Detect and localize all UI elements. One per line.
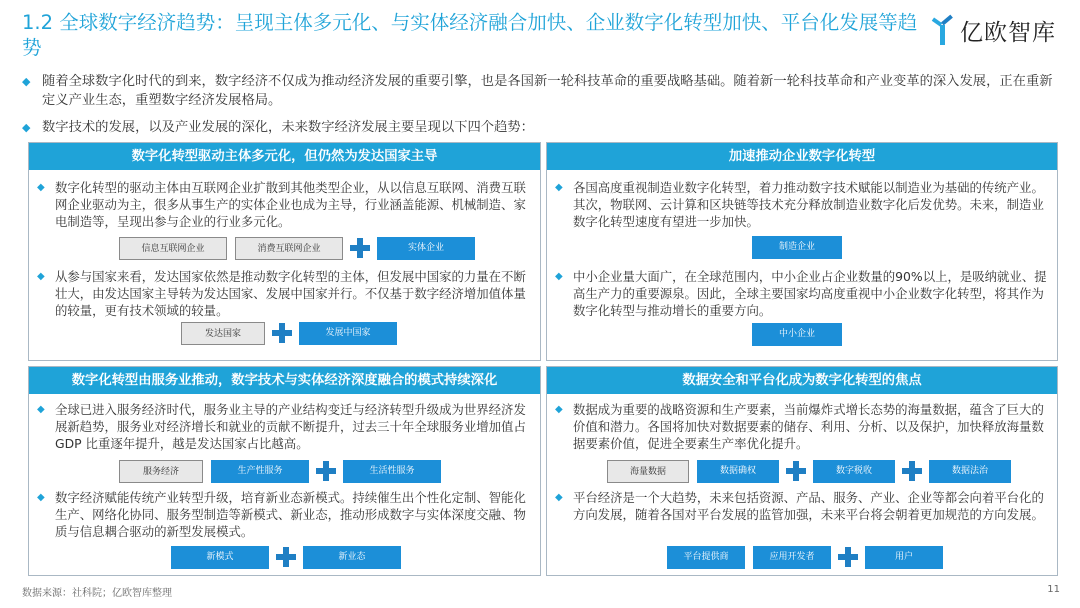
- diamond-bullet-icon: ◆: [37, 271, 45, 282]
- panel-diversified-drivers: [28, 142, 541, 361]
- panel-paragraph: [37, 268, 534, 319]
- panel-paragraph: [555, 179, 1051, 230]
- panel-title: 数据安全和平台化成为数字化转型的焦点: [547, 367, 1057, 394]
- panel-paragraph: [37, 401, 534, 452]
- chip-sme: 中小企业: [752, 323, 842, 346]
- chip-data-rights: 数据确权: [697, 460, 779, 483]
- chip-row: [119, 236, 475, 260]
- chip-new-model: 新模式: [171, 546, 269, 569]
- panel-paragraph: [37, 489, 534, 540]
- chip-consumer-services: 生活性服务: [343, 460, 441, 483]
- diamond-bullet-icon: ◆: [22, 75, 31, 88]
- panel-service-industry: [28, 366, 541, 576]
- source-note: 数据来源：社科院；亿欧智库整理: [22, 588, 172, 599]
- panel-data-security-platform: [546, 366, 1058, 576]
- chip-massive-data: 海量数据: [607, 460, 689, 483]
- diamond-bullet-icon: ◆: [37, 492, 45, 503]
- diamond-bullet-icon: ◆: [555, 271, 563, 282]
- panel-enterprise-transformation: [546, 142, 1058, 361]
- page-title: 1.2 全球数字经济趋势：呈现主体多元化、与实体经济融合加快、企业数字化转型加快、平台化发展等趋势: [22, 11, 918, 59]
- logo: [932, 14, 1056, 47]
- chip-row: [171, 545, 401, 569]
- logo-text: 亿欧智库: [960, 20, 1056, 46]
- chip-row: [607, 459, 1011, 483]
- plus-icon: [900, 459, 924, 483]
- paragraph-text: 平台经济是一个大趋势，未来包括资源、产品、服务、产业、企业等都会向着平台化的方向发展，随着各国对平台发展的监管加强，未来平台将会朝着更加规范的方向发展。: [573, 490, 1044, 522]
- chip-new-format: 新业态: [303, 546, 401, 569]
- diamond-bullet-icon: ◆: [37, 404, 45, 415]
- chip-row: [752, 236, 842, 259]
- panel-paragraph: [37, 179, 534, 230]
- paragraph-text: 各国高度重视制造业数字化转型，着力推动数字技术赋能以制造业为基础的传统产业。其次，物联网、云计算和区块链等技术充分释放制造业数字化后发优势。未来，制造业数字化转型速度有望进一步加快。: [573, 180, 1044, 229]
- panel-paragraph: [555, 489, 1051, 523]
- intro-bullet-2: [22, 118, 1058, 137]
- diamond-bullet-icon: ◆: [22, 121, 31, 134]
- chip-productive-services: 生产性服务: [211, 460, 309, 483]
- chip-developed-countries: 发达国家: [181, 322, 265, 345]
- paragraph-text: 数字化转型的驱动主体由互联网企业扩散到其他类型企业，从以信息互联网、消费互联网企业驱动为主，很多从事生产的实体企业也成为主导，行业涵盖能源、机械制造、家电制造等，呈现出参与企业的行业多元化。: [55, 180, 526, 229]
- plus-icon: [314, 459, 338, 483]
- chip-row: [667, 545, 943, 569]
- paragraph-text: 中小企业量大面广，在全球范围内，中小企业占企业数量的90%以上，是吸纳就业、提高生产力的重要源泉。因此，全球主要国家均高度重视中小企业数字化转型，将其作为数字化转型与推动增长的重要方向。: [573, 269, 1047, 318]
- chip-row: [752, 323, 842, 346]
- panel-title: 数字化转型由服务业推动，数字技术与实体经济深度融合的模式持续深化: [29, 367, 540, 394]
- diamond-bullet-icon: ◆: [555, 492, 563, 503]
- plus-icon: [274, 545, 298, 569]
- chip-digital-tax: 数字税收: [813, 460, 895, 483]
- chip-manufacturing: 制造企业: [752, 236, 842, 259]
- chip-row: [181, 321, 397, 345]
- paragraph-text: 数据成为重要的战略资源和生产要素，当前爆炸式增长态势的海量数据，蕴含了巨大的价值和潜力。各国将加快对数据要素的储存、利用、分析、以及保护，加快释放海量数据要素价值，促进全要素生产率优化提升。: [573, 402, 1044, 451]
- paragraph-text: 全球已进入服务经济时代，服务业主导的产业结构变迁与经济转型升级成为世界经济发展新趋势，服务业对经济增长和就业的贡献不断提升，过去三十年全球服务业增加值占 GDP 比重逐年提升，越是发达国家占比越高。: [55, 402, 526, 451]
- panel-paragraph: [555, 268, 1051, 319]
- logo-mark-icon: [932, 16, 954, 46]
- plus-icon: [836, 545, 860, 569]
- chip-info-internet: 信息互联网企业: [119, 237, 227, 260]
- chip-platform-provider: 平台提供商: [667, 546, 745, 569]
- chip-data-rule-of-law: 数据法治: [929, 460, 1011, 483]
- intro-text-1: 随着全球数字化时代的到来，数字经济不仅成为推动经济发展的重要引擎，也是各国新一轮科技革命的重要战略基础。随着新一轮科技革命和产业变革的深入发展，正在重新定义产业生态，重塑数字经济发展格局。: [42, 74, 1053, 108]
- chip-consumer-internet: 消费互联网企业: [235, 237, 343, 260]
- chip-user: 用户: [865, 546, 943, 569]
- plus-icon: [348, 236, 372, 260]
- chip-row: [119, 459, 441, 483]
- paragraph-text: 从参与国家来看，发达国家依然是推动数字化转型的主体，但发展中国家的力量在不断壮大，由发达国家主导转为发达国家、发展中国家并行。不仅基于数字经济增加值体量的较量，更有技术领域的较量。: [55, 269, 526, 318]
- intro-text-2: 数字技术的发展，以及产业发展的深化，未来数字经济发展主要呈现以下四个趋势：: [42, 120, 534, 135]
- panel-paragraph: [555, 401, 1051, 452]
- plus-icon: [784, 459, 808, 483]
- paragraph-text: 数字经济赋能传统产业转型升级，培育新业态新模式。持续催生出个性化定制、智能化生产、网络化协同、服务型制造等新模式、新业态，推动形成数字与实体深度交融、物质与信息耦合驱动的新型发展模式。: [55, 490, 526, 539]
- intro-bullet-1: [22, 72, 1058, 110]
- chip-developing-countries: 发展中国家: [299, 322, 397, 345]
- diamond-bullet-icon: ◆: [555, 182, 563, 193]
- chip-entity-enterprise: 实体企业: [377, 237, 475, 260]
- page-number: 11: [1047, 584, 1060, 595]
- panel-title: 加速推动企业数字化转型: [547, 143, 1057, 170]
- diamond-bullet-icon: ◆: [37, 182, 45, 193]
- chip-service-economy: 服务经济: [119, 460, 203, 483]
- diamond-bullet-icon: ◆: [555, 404, 563, 415]
- chip-app-developer: 应用开发者: [753, 546, 831, 569]
- panel-title: 数字化转型驱动主体多元化，但仍然为发达国家主导: [29, 143, 540, 170]
- plus-icon: [270, 321, 294, 345]
